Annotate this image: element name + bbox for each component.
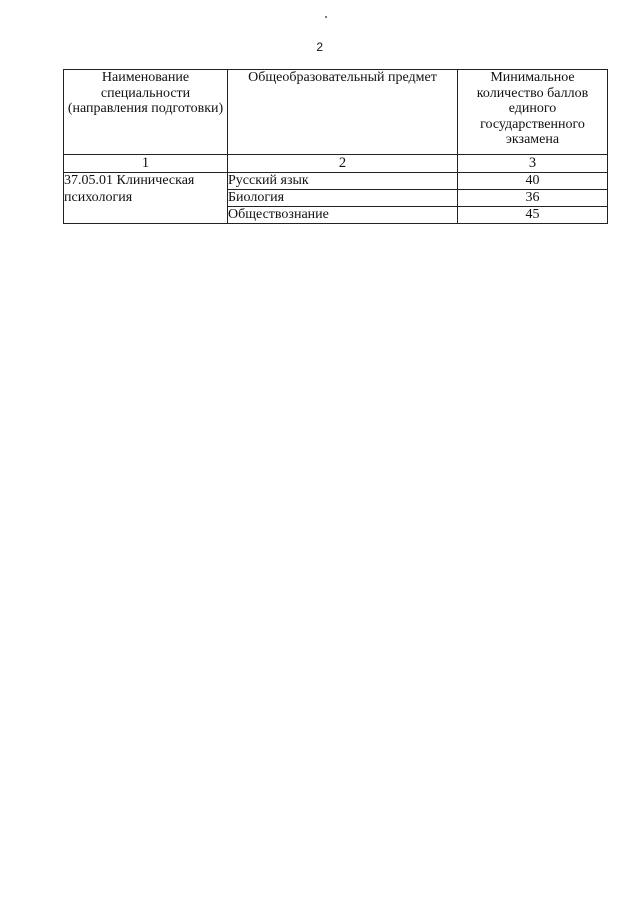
subject-cell: Биология <box>228 190 458 207</box>
score-cell: 40 <box>458 173 608 190</box>
scan-speck <box>325 16 327 18</box>
column-number-1: 1 <box>64 155 228 173</box>
column-number-2: 2 <box>228 155 458 173</box>
header-specialty: Наименование специальности (направления подготовки) <box>64 70 228 155</box>
page-number: 2 <box>316 40 324 54</box>
table-row <box>64 173 608 190</box>
header-min-score: Минимальное количество баллов единого государственного экзамена <box>458 70 608 155</box>
specialty-cell: 37.05.01 Клиническая психология <box>64 173 228 224</box>
subject-cell: Русский язык <box>228 173 458 190</box>
table-header-row <box>64 70 608 155</box>
admission-requirements-table <box>63 69 608 224</box>
subject-cell: Обществознание <box>228 207 458 224</box>
score-cell: 45 <box>458 207 608 224</box>
column-number-row <box>64 155 608 173</box>
column-number-3: 3 <box>458 155 608 173</box>
header-subject: Общеобразовательный предмет <box>228 70 458 155</box>
score-cell: 36 <box>458 190 608 207</box>
